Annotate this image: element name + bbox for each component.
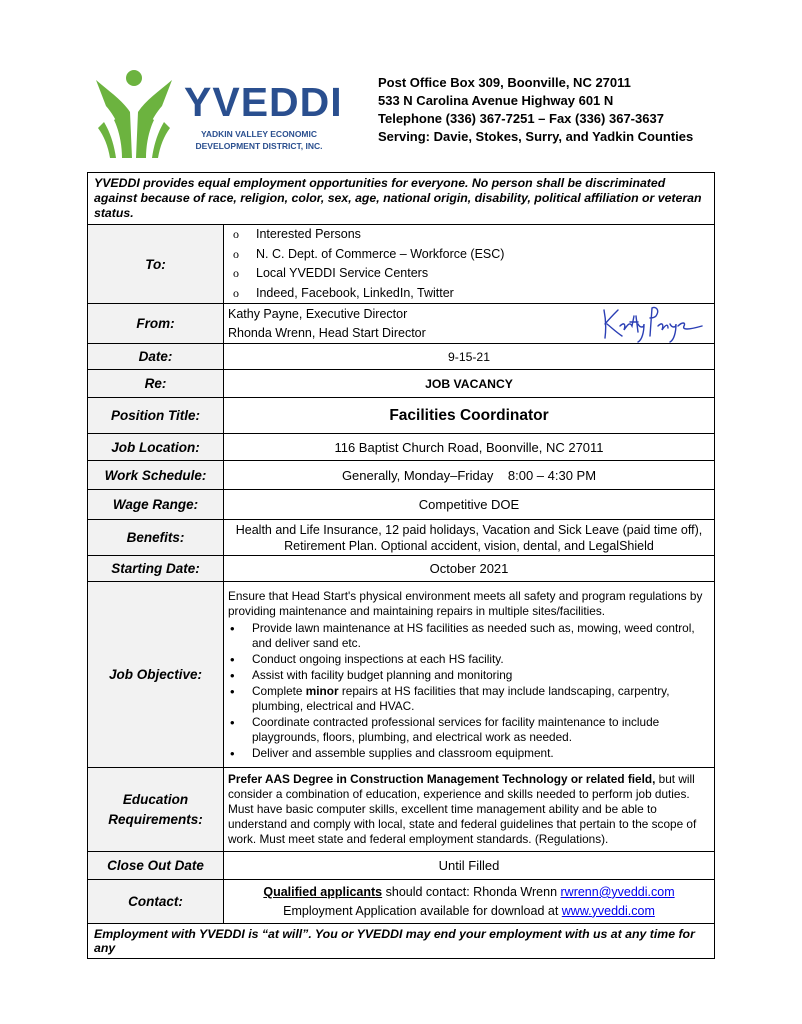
- close-out-date-value: Until Filled: [224, 852, 715, 880]
- job-location-label: Job Location:: [88, 434, 224, 461]
- job-objective-label: Job Objective:: [88, 582, 224, 768]
- from-line: Rhonda Wrenn, Head Start Director: [228, 325, 426, 340]
- to-label: To:: [88, 225, 224, 304]
- address-line: 533 N Carolina Avenue Highway 601 N: [378, 93, 614, 108]
- objective-item: • Assist with facility budget planning and monitoring: [252, 668, 710, 683]
- close-out-date-label: Close Out Date: [88, 852, 224, 880]
- work-schedule-value: Generally, Monday–Friday 8:00 – 4:30 PM: [224, 461, 715, 490]
- work-schedule-label: Work Schedule:: [88, 461, 224, 490]
- objective-minor-post: repairs at HS facilities that may include landscaping, carpentry, plumbing, electrical and HVAC.: [252, 684, 670, 714]
- at-will-notice: Employment with YVEDDI is “at will”. You or YVEDDI may end your employment with us at any time for any: [88, 924, 715, 959]
- logo-subtitle-2: DEVELOPMENT DISTRICT, INC.: [195, 141, 323, 151]
- wage-range-value: Competitive DOE: [224, 490, 715, 520]
- recipient-item: o Indeed, Facebook, LinkedIn, Twitter: [256, 284, 710, 304]
- starting-date-label: Starting Date:: [88, 556, 224, 582]
- from-label: From:: [88, 304, 224, 344]
- objective-minor-pre: Complete: [252, 684, 306, 699]
- contact-label: Contact:: [88, 880, 224, 924]
- objective-item: • Deliver and assemble supplies and classroom equipment.: [252, 746, 710, 761]
- position-title-label: Position Title:: [88, 398, 224, 434]
- contact-mid: should contact: Rhonda Wrenn: [382, 884, 561, 899]
- education-details: but will consider a combination of education, experience and skills needed to perform job duties. Must have basic computer skills, excellent time management ability and be able to understand and comply with local, state and federal guidelines that pertain to the scope of work. Must meet state and federal employment standards. (Regulations).: [228, 772, 697, 847]
- job-objective-value: [224, 582, 715, 768]
- address-line: Telephone (336) 367-7251 – Fax (336) 367-3637: [378, 111, 664, 126]
- contact-value: [224, 880, 715, 924]
- position-title-value: Facilities Coordinator: [224, 398, 715, 434]
- recipient-item: o N. C. Dept. of Commerce – Workforce (ESC): [256, 245, 710, 265]
- benefits-value: Health and Life Insurance, 12 paid holidays, Vacation and Sick Leave (paid time off), Retirement Plan. Optional accident, vision, dental, and LegalShield: [224, 520, 715, 556]
- education-label-line: Education: [122, 791, 189, 807]
- objective-minor-bold: minor: [305, 684, 339, 699]
- contact-line-1: [228, 883, 710, 902]
- wage-range-label: Wage Range:: [88, 490, 224, 520]
- education-value: [224, 768, 715, 852]
- education-preferred: Prefer AAS Degree in Construction Management Technology or related field,: [228, 772, 656, 787]
- equal-opportunity-notice: YVEDDI provides equal employment opportunities for everyone. No person shall be discriminated against because of race, religion, color, sex, age, national origin, disability, political affiliation or veteran status.: [88, 173, 715, 225]
- address-block: [378, 74, 693, 146]
- contact-line-2: [228, 902, 710, 921]
- qualified-applicants: Qualified applicants: [263, 884, 383, 899]
- education-label: [88, 768, 224, 852]
- application-text: Employment Application available for download at: [283, 903, 562, 918]
- objective-intro: Ensure that Head Start's physical environment meets all safety and program regulations by providing maintenance and maintaining repairs in multiple sites/facilities.: [228, 589, 703, 619]
- objective-item-minor: [252, 684, 710, 714]
- re-label: Re:: [88, 370, 224, 398]
- logo-title: YVEDDI: [184, 79, 343, 125]
- signature: [600, 302, 705, 344]
- re-value: JOB VACANCY: [224, 370, 715, 398]
- website-link[interactable]: www.yveddi.com: [561, 903, 655, 918]
- date-label: Date:: [88, 344, 224, 370]
- contact-email-link[interactable]: rwrenn@yveddi.com: [560, 884, 675, 899]
- objective-item: • Coordinate contracted professional services for facility maintenance to include playgrounds, floors, plumbing, and electrical work as needed.: [252, 715, 710, 745]
- recipient-item: o Local YVEDDI Service Centers: [256, 264, 710, 284]
- job-location-value: 116 Baptist Church Road, Boonville, NC 27011: [224, 434, 715, 461]
- address-line: Serving: Davie, Stokes, Surry, and Yadkin Counties: [378, 129, 694, 144]
- address-line: Post Office Box 309, Boonville, NC 27011: [378, 75, 631, 90]
- benefits-label: Benefits:: [88, 520, 224, 556]
- starting-date-value: October 2021: [224, 556, 715, 582]
- from-line: Kathy Payne, Executive Director: [228, 306, 408, 321]
- education-label-line: Requirements:: [108, 811, 203, 827]
- recipient-item: o Interested Persons: [256, 225, 710, 245]
- objective-item: • Conduct ongoing inspections at each HS facility.: [252, 652, 710, 667]
- job-vacancy-table: [87, 172, 715, 959]
- date-value: 9-15-21: [224, 344, 715, 370]
- to-recipients: [224, 225, 715, 304]
- logo-subtitle-1: YADKIN VALLEY ECONOMIC: [200, 129, 318, 139]
- objective-item: • Provide lawn maintenance at HS facilities as needed such as, mowing, weed control, and deliver sand etc.: [252, 621, 710, 651]
